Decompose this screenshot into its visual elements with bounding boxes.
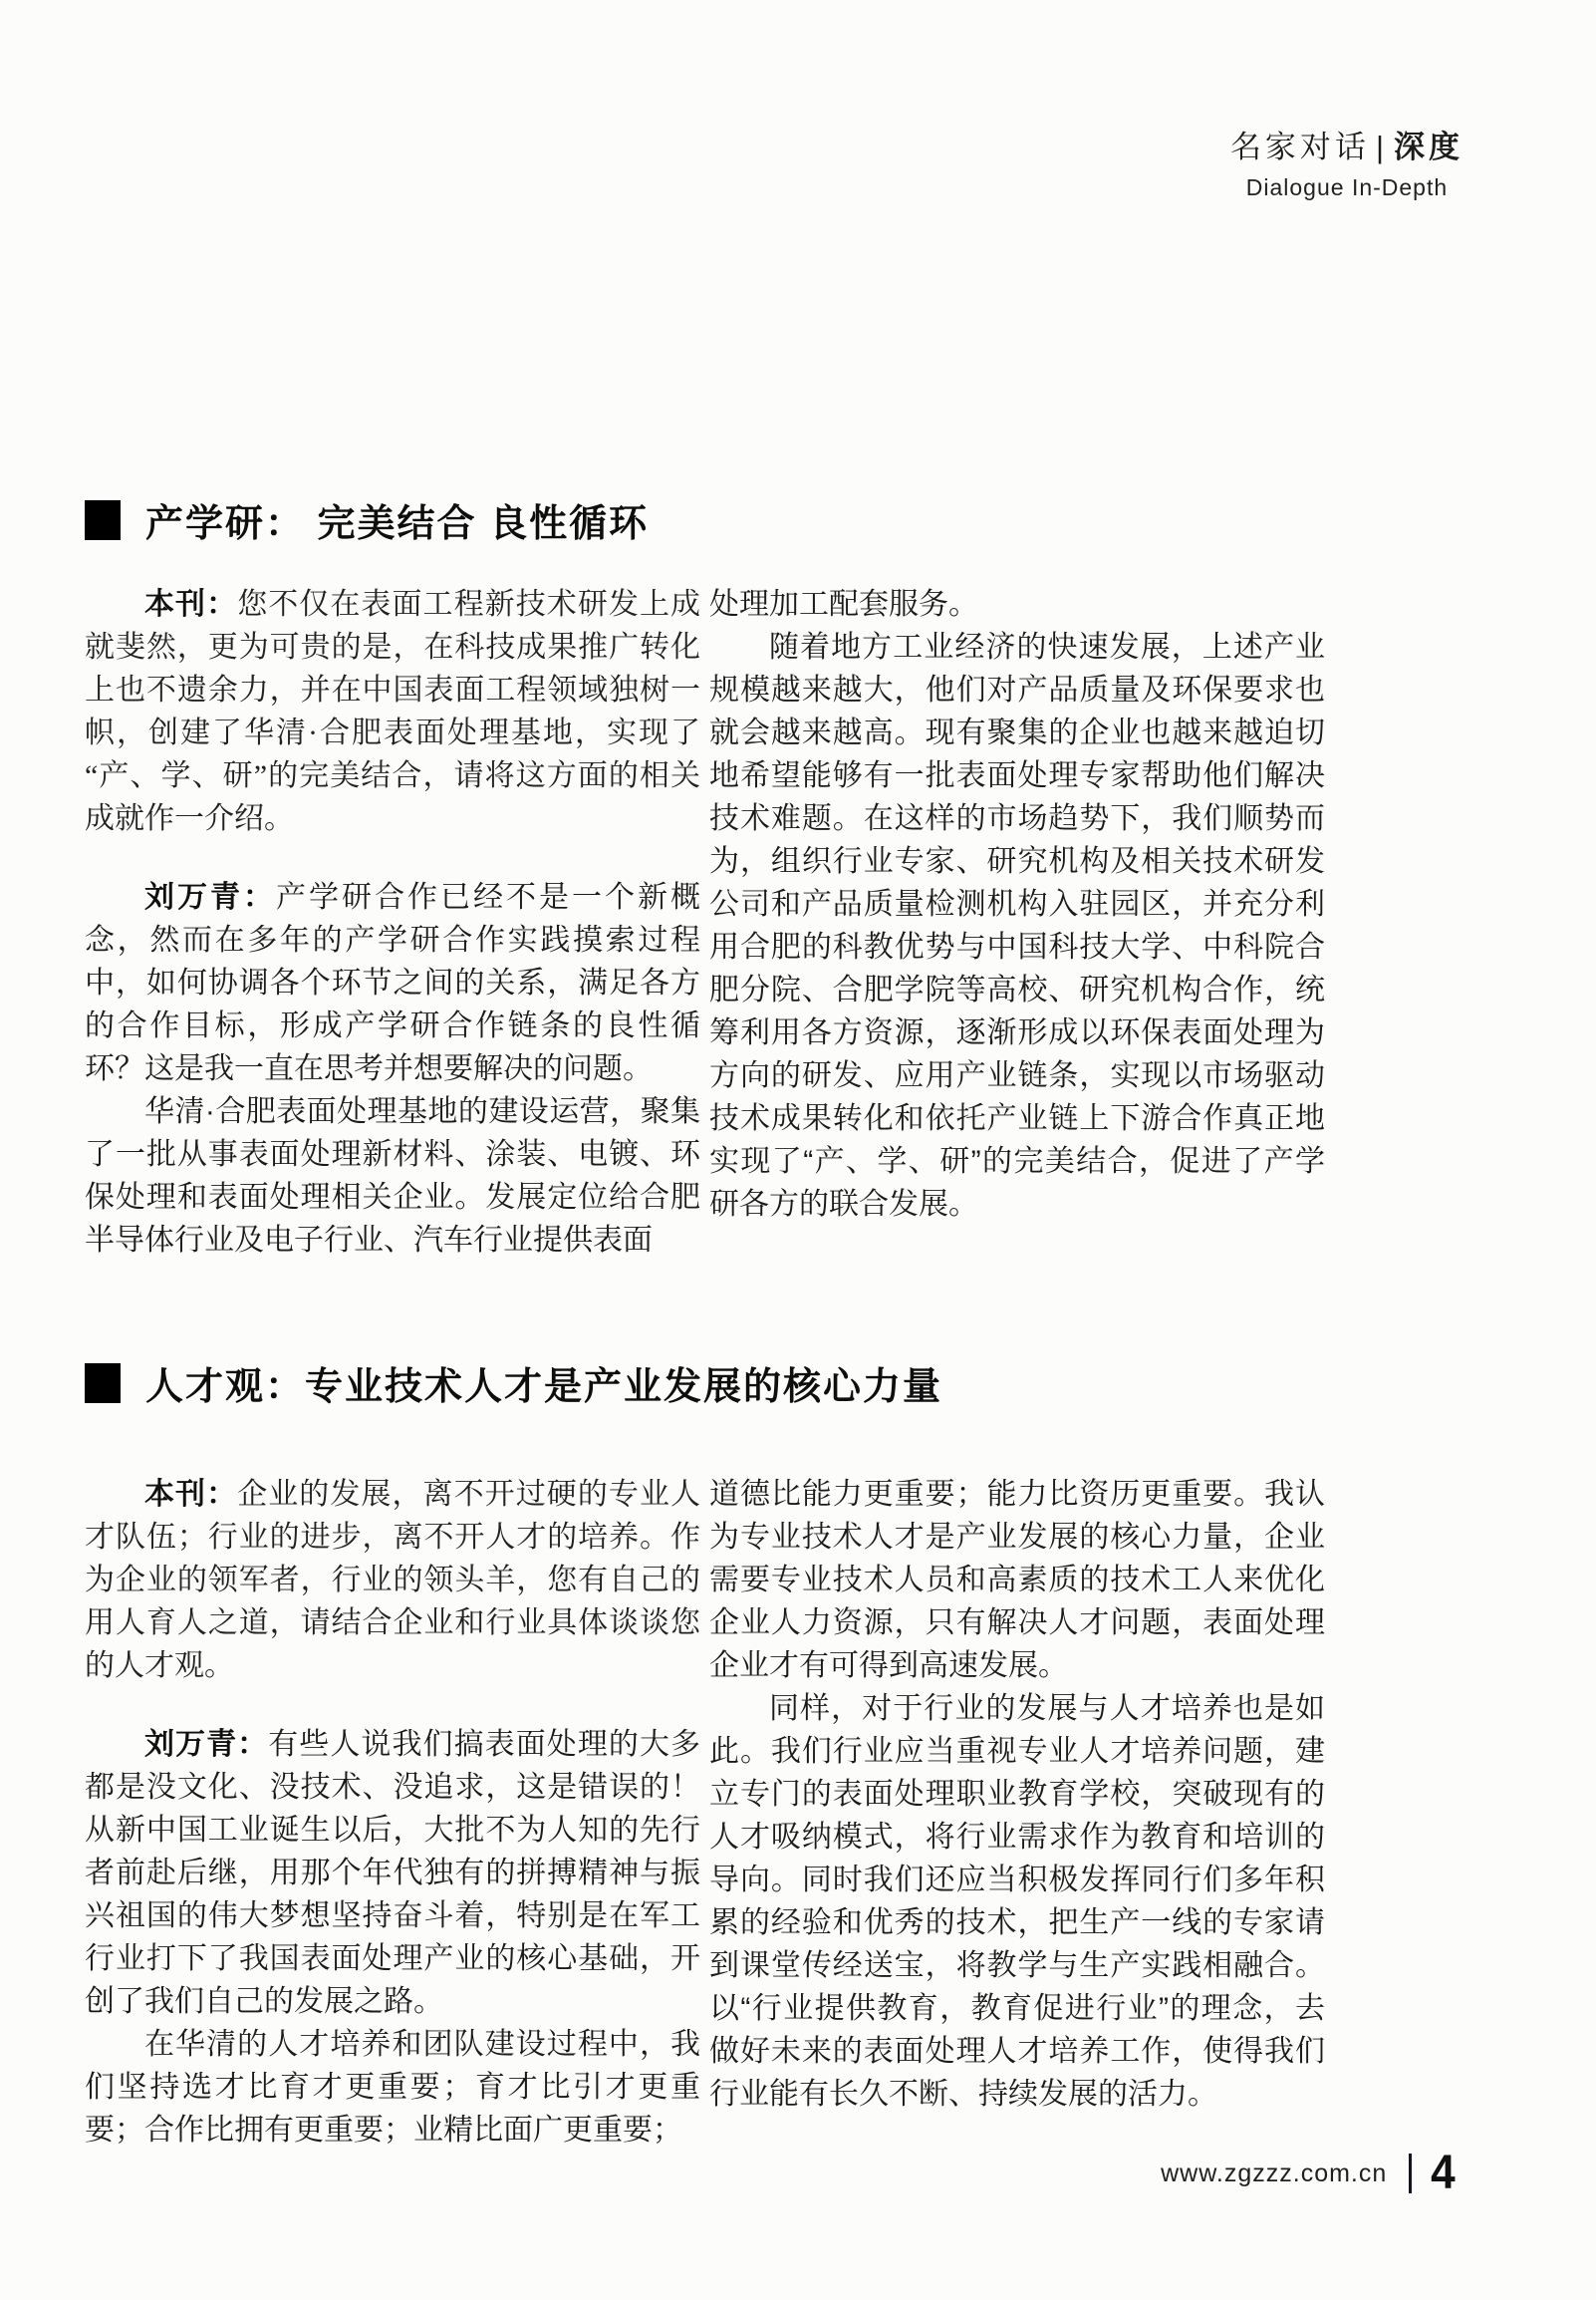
- answer-paragraph: [85, 1090, 700, 1262]
- question-paragraph: [85, 583, 700, 840]
- paragraph-text: 同样，对于行业的发展与人才培养也是如此。我们行业应当重视专业人才培养问题，建立专门的表面处理职业教育学校，突破现有的人才吸纳模式，将行业需求作为教育和培训的导向。同时我们还应当积极发挥同行们多年积累的经验和优秀的技术，把生产一线的专家请到课堂传经送宝，将教学与生产实践相融合。以“行业提供教育，教育促进行业”的理念，去做好未来的表面处理人才培养工作，使得我们行业能有长久不断、持续发展的活力。: [709, 1692, 1325, 2111]
- page-header: [1230, 122, 1463, 201]
- answer-paragraph: [709, 626, 1325, 1226]
- page-footer: [1161, 2147, 1457, 2199]
- page-header-zh: [1230, 122, 1463, 166]
- paragraph-text: 随着地方工业经济的快速发展，上述产业规模越来越大，他们对产品质量及环保要求也就会越来越高。现有聚集的企业也越来越迫切地希望能够有一批表面处理专家帮助他们解决技术难题。在这样的市场趋势下，我们顺势而为，组织行业专家、研究机构及相关技术研发公司和产品质量检测机构入驻园区，并充分利用合肥的科教优势与中国科技大学、中科院合肥分院、合肥学院等高校、研究机构合作，统筹利用各方资源，逐渐形成以环保表面处理为方向的研发、应用产业链条，实现以市场驱动技术成果转化和依托产业链上下游合作真正地实现了“产、学、研”的完美结合，促进了产学研各方的联合发展。: [709, 631, 1325, 1221]
- footer-divider: [1409, 2154, 1412, 2193]
- website-url: www.zgzzz.com.cn: [1161, 2158, 1388, 2187]
- paragraph-text: 道德比能力更重要；能力比资历更重要。我认为专业技术人才是产业发展的核心力量，企业需要专业技术人员和高素质的技术工人来优化企业人力资源，只有解决人才问题，表面处理企业才有可得到高速发展。: [709, 1478, 1325, 1682]
- paragraph-text: 处理加工配套服务。: [709, 588, 978, 621]
- section-1-left-column: [85, 583, 700, 1262]
- question-paragraph: [85, 1473, 700, 1687]
- speaker-label: 刘万青：: [144, 1728, 269, 1761]
- speaker-label: 本刊：: [144, 1478, 238, 1511]
- section-1-header: [85, 492, 649, 547]
- paragraph-text: 您不仅在表面工程新技术研发上成就斐然，更为可贵的是，在科技成果推广转化上也不遗余力，并在中国表面工程领域独树一帜，创建了华清·合肥表面处理基地，实现了“产、学、研”的完美结合，请将这方面的相关成就作一介绍。: [85, 588, 701, 835]
- header-column-label: 深度: [1394, 130, 1463, 164]
- answer-paragraph: [709, 583, 1325, 626]
- header-category: 名家对话: [1229, 130, 1370, 164]
- answer-paragraph: [709, 1473, 1325, 1687]
- section-2-title: 人才观：专业技术人才是产业发展的核心力量: [145, 1366, 943, 1408]
- answer-paragraph: [85, 876, 700, 1090]
- page-header-en: Dialogue In-Depth: [1245, 174, 1449, 200]
- answer-paragraph: [709, 1687, 1325, 2116]
- section-1-title: 产学研： 完美结合 良性循环: [145, 503, 650, 545]
- black-square-icon: [85, 1363, 121, 1403]
- paragraph-text: 在华清的人才培养和团队建设过程中，我们坚持选才比育才更重要；育才比引才更重要；合作比拥有更重要；业精比面广更重要；: [85, 2028, 700, 2147]
- paragraph-text: 产学研合作已经不是一个新概念，然而在多年的产学研合作实践摸索过程中，如何协调各个环节之间的关系，满足各方的合作目标，形成产学研合作链条的良性循环？这是我一直在思考并想要解决的问题。: [85, 881, 700, 1085]
- section-1-right-column: [709, 583, 1325, 1226]
- paragraph-text: 华清·合肥表面处理基地的建设运营，聚集了一批从事表面处理新材料、涂装、电镀、环保处理和表面处理相关企业。发展定位给合肥半导体行业及电子行业、汽车行业提供表面: [85, 1095, 700, 1257]
- section-2-right-column: [709, 1473, 1325, 2116]
- paragraph-text: 企业的发展，离不开过硬的专业人才队伍；行业的进步，离不开人才的培养。作为企业的领军者，行业的领头羊，您有自己的用人育人之道，请结合企业和行业具体谈谈您的人才观。: [85, 1478, 701, 1682]
- paragraph-text: 有些人说我们搞表面处理的大多都是没文化、没技术、没追求，这是错误的！从新中国工业诞生以后，大批不为人知的先行者前赴后继，用那个年代独有的拼搏精神与振兴祖国的伟大梦想坚持奋斗着，特别是在军工行业打下了我国表面处理产业的核心基础，开创了我们自己的发展之路。: [85, 1728, 701, 2018]
- section-2-header: [85, 1355, 942, 1410]
- answer-paragraph: [85, 1723, 700, 2023]
- black-square-icon: [85, 500, 121, 540]
- answer-paragraph: [85, 2023, 700, 2152]
- header-divider: |: [1375, 130, 1388, 164]
- page-number: 4: [1431, 2147, 1456, 2199]
- section-2-left-column: [85, 1473, 700, 2152]
- speaker-label: 刘万青：: [144, 881, 276, 914]
- speaker-label: 本刊：: [144, 588, 238, 621]
